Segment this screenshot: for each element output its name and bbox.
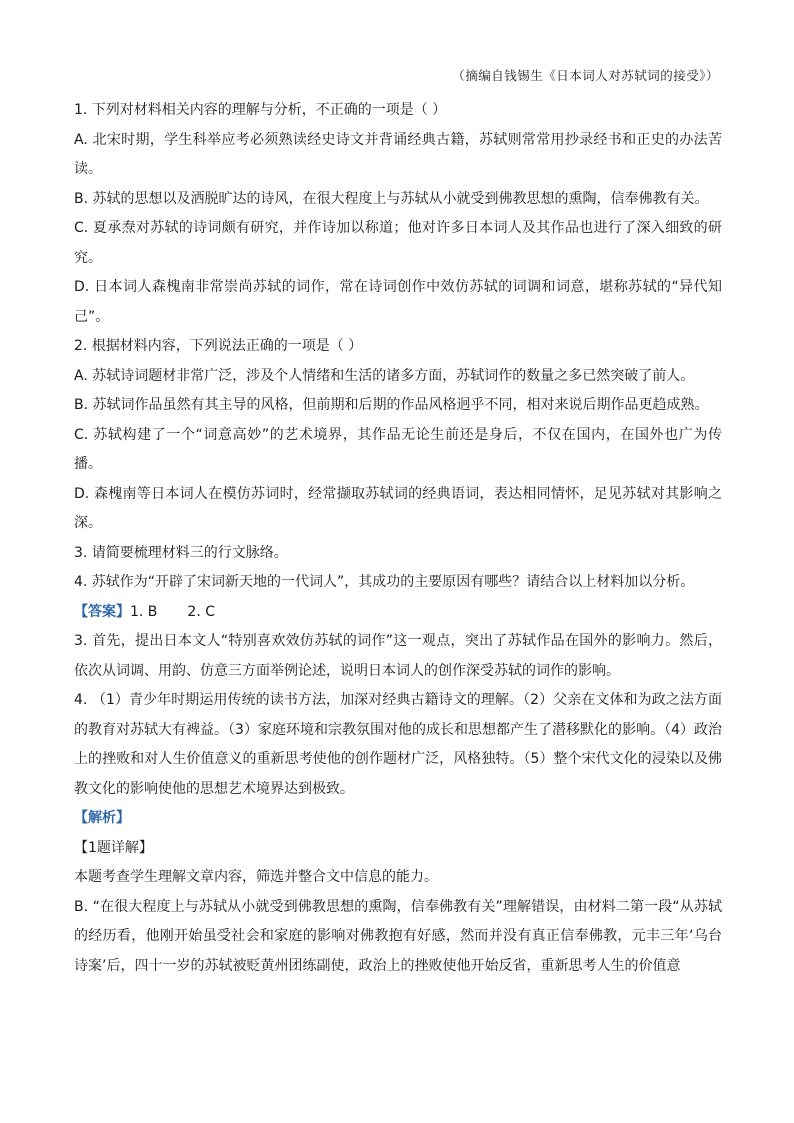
- question-2-stem: 2. 根据材料内容，下列说法正确的一项是（ ）: [74, 338, 363, 354]
- analysis-tag: 【解析】: [74, 810, 130, 826]
- answer-tag: 【答案】: [74, 603, 130, 620]
- question-2-option-a: A. 苏轼诗词题材非常广泛，涉及个人情绪和生活的诸多方面，苏轼词作的数量之多已然突破了前人。: [74, 367, 695, 384]
- question-2-option-d: D. 森槐南等日本词人在模仿苏词时，经常撷取苏轼词的经典语词，表达相同情怀，足见苏轼对其影响之深。: [74, 485, 722, 531]
- analysis-q1-title: 【1题详解】: [74, 839, 153, 856]
- analysis-q1-intro: 本题考查学生理解文章内容，筛选并整合文中信息的能力。: [74, 869, 438, 885]
- answer-4: 4. （1）青少年时期运用传统的读书方法，加深对经典古籍诗文的理解。（2）父亲在文体和为政之法方面的教育对苏轼大有裨益。（3）家庭环境和宗教氛围对他的成长和思想都产生了潜移默化的影响。（4）政治上的挫败和对人生价值意义的重新思考使他的创作题材广泛，风格独特。（5）整个宋代文化的浸染以及佛教文化的影响使他的思想艺术境界达到极致。: [74, 692, 722, 797]
- question-1-option-c: C. 夏承焘对苏轼的诗词颇有研究，并作诗加以称道；他对许多日本词人及其作品也进行了深入细致的研究。: [74, 220, 722, 266]
- question-2-option-c: C. 苏轼构建了一个“词意高妙”的艺术境界，其作品无论生前还是身后，不仅在国内，在国外也广为传播。: [74, 426, 722, 472]
- answer-3: 3. 首先，提出日本文人“特别喜欢效仿苏轼的词作”这一观点，突出了苏轼作品在国外的影响力。然后，依次从词调、用韵、仿意三方面举例论述，说明日本词人的创作深受苏轼的词作的影响。: [74, 633, 722, 679]
- question-1-option-a: A. 北宋时期，学生科举应考必须熟读经史诗文并背诵经典古籍，苏轼则常常用抄录经书和正史的办法苦读。: [74, 131, 722, 177]
- question-2-option-b: B. 苏轼词作品虽然有其主导的风格，但前期和后期的作品风格迥乎不同，相对来说后期作品更趋成熟。: [74, 397, 709, 413]
- answer-line: [74, 598, 722, 628]
- answer-2: 2. C: [187, 603, 216, 620]
- source-note: （摘编自钱锡生《日本词人对苏轼词的接受》）: [452, 68, 719, 83]
- question-3-stem: 3. 请简要梳理材料三的行文脉络。: [74, 544, 288, 561]
- analysis-q1-detail: B. “在很大程度上与苏轼从小就受到佛教思想的熏陶，信奉佛教有关”理解错误，由材料二第一段“从苏轼的经历看，他刚开始虽受社会和家庭的影响对佛教抱有好感，然而并没有真正信奉佛教，元丰三年‘乌台诗案’后，四十一岁的苏轼被贬黄州团练副使，政治上的挫败使他开始反省，重新思考人生的价值意: [74, 898, 722, 974]
- question-1-option-d: D. 日本词人森槐南非常崇尚苏轼的词作，常在诗词创作中效仿苏轼的词调和词意，堪称苏轼的“异代知己”。: [74, 279, 722, 325]
- question-1-option-b: B. 苏轼的思想以及洒脱旷达的诗风，在很大程度上与苏轼从小就受到佛教思想的熏陶，信奉佛教有关。: [74, 190, 709, 207]
- document-body: [74, 96, 722, 981]
- question-1-stem: 1. 下列对材料相关内容的理解与分析，不正确的一项是（ ）: [74, 102, 447, 118]
- question-4-stem: 4. 苏轼作为“开辟了宋词新天地的一代词人”，其成功的主要原因有哪些？请结合以上材料加以分析。: [74, 574, 695, 590]
- answer-1: 1. B: [130, 603, 158, 620]
